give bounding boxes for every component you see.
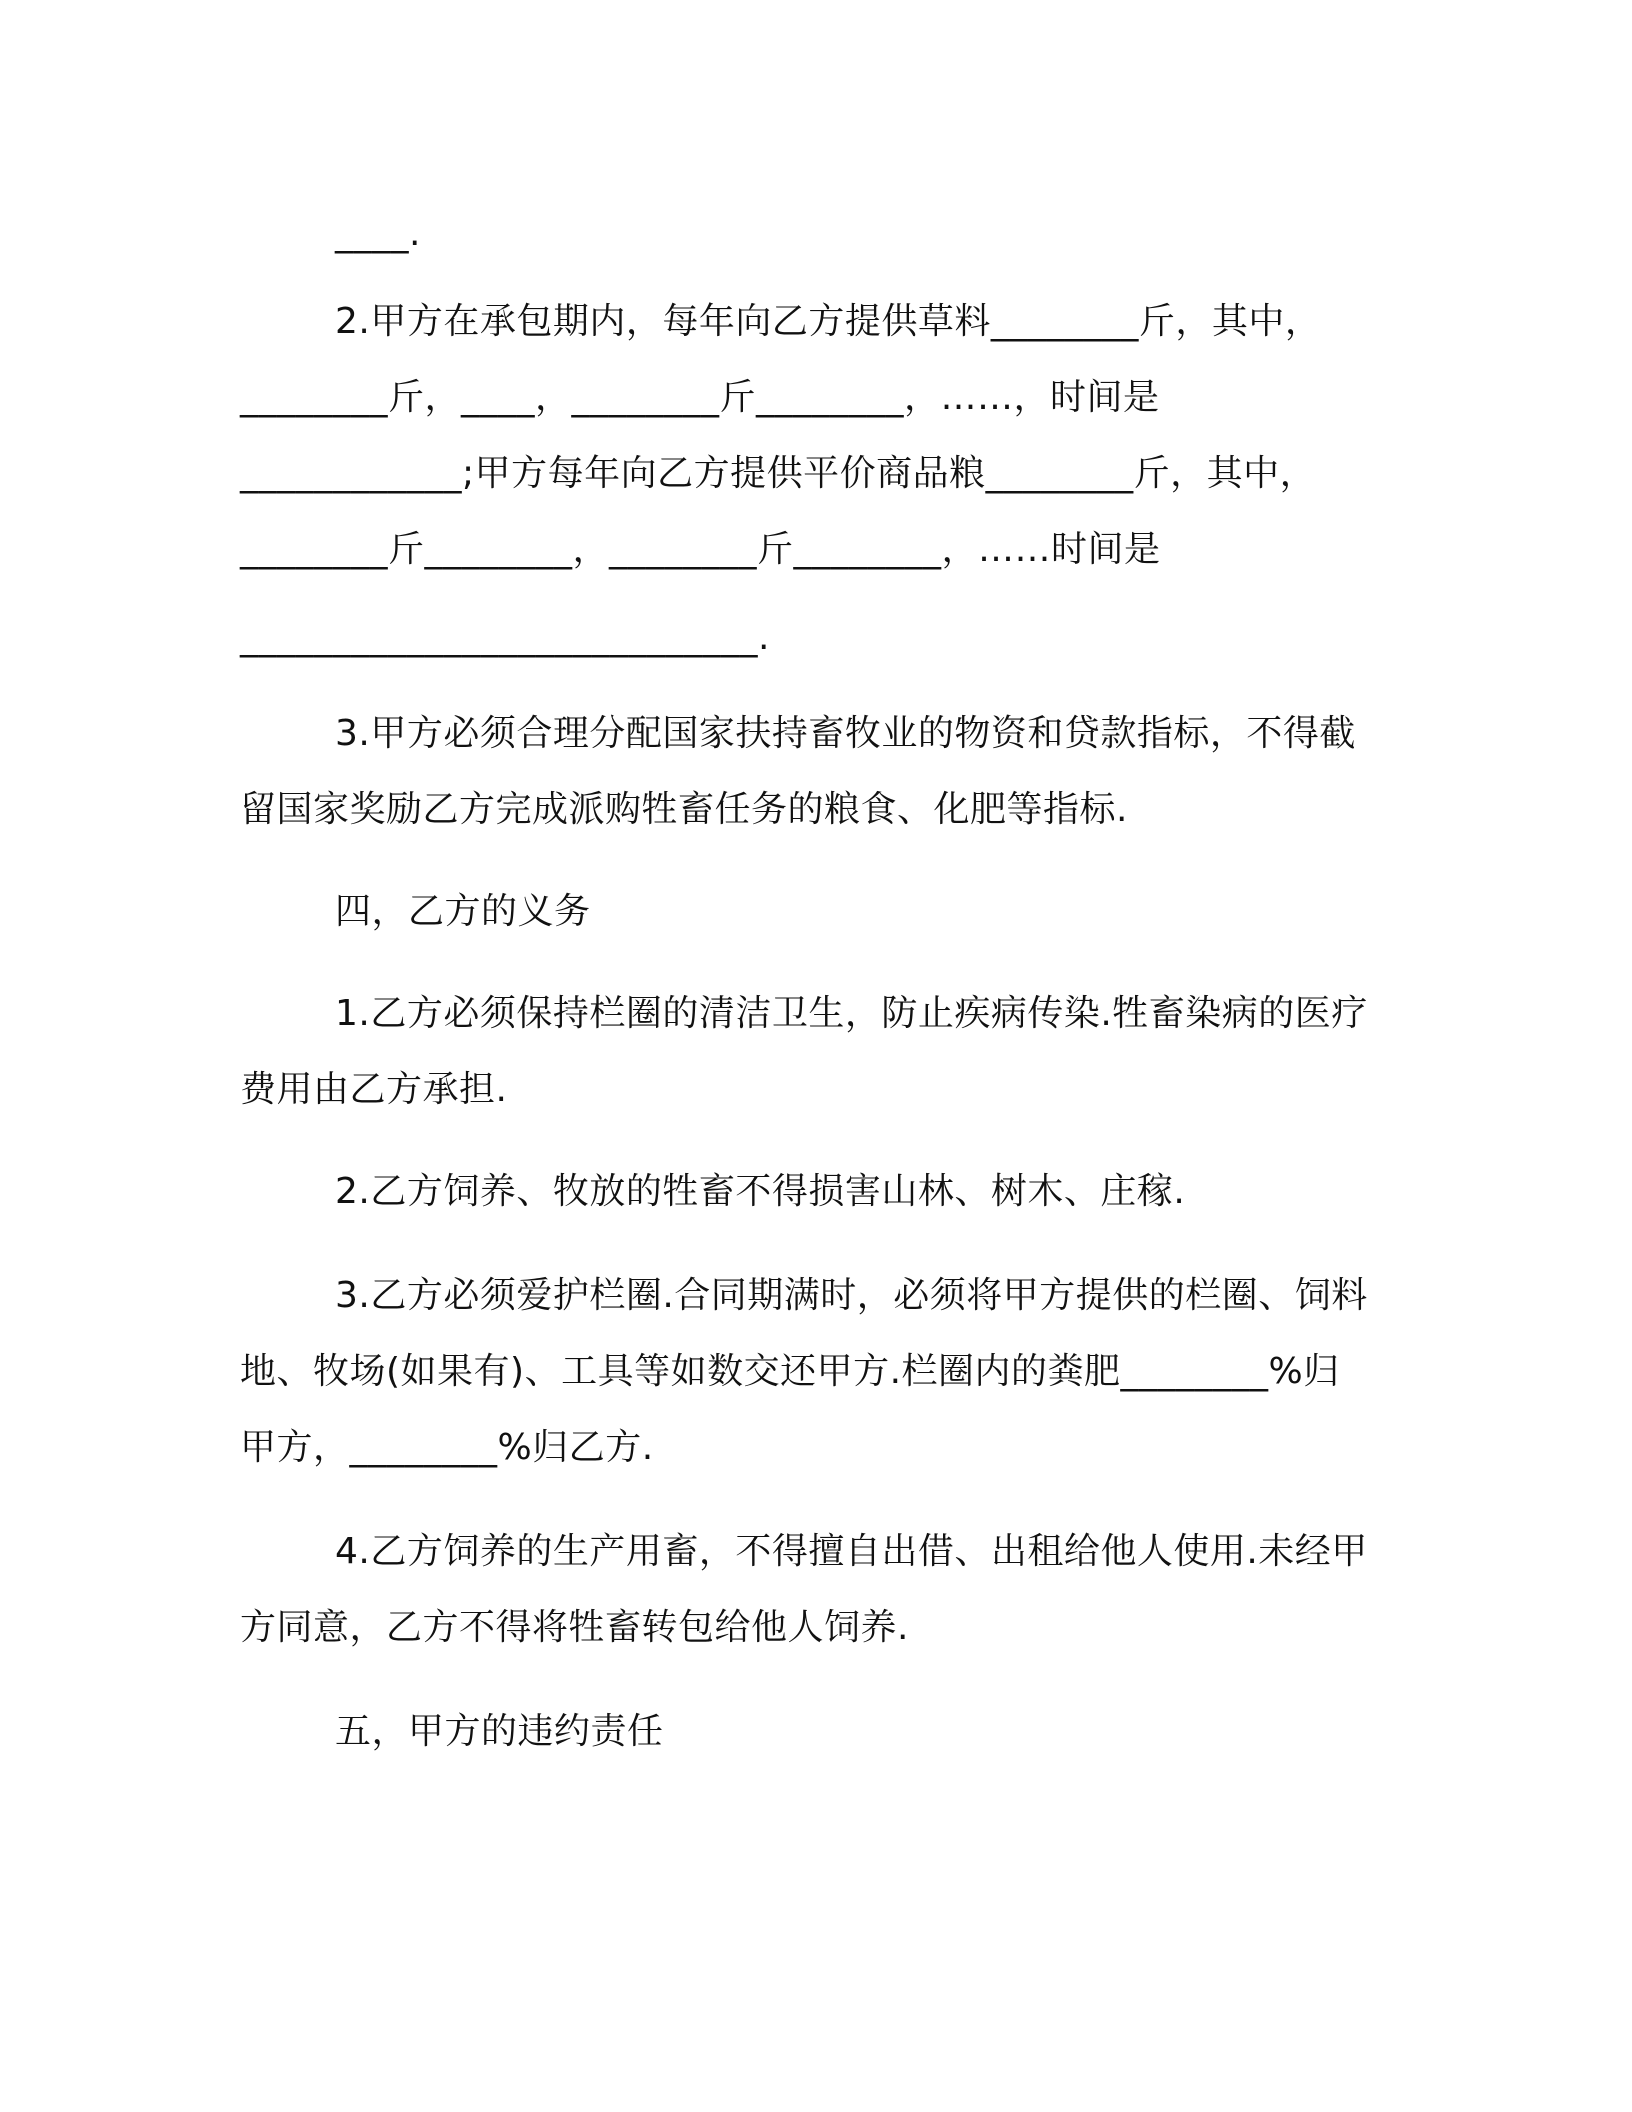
clause-2-line-3: ____________;甲方每年向乙方提供平价商品粮________斤，其中，: [240, 453, 1317, 494]
clause-3-line-1: 3.甲方必须合理分配国家扶持畜牧业的物资和贷款指标，不得截: [335, 713, 1356, 754]
duty-4-line-1: 4.乙方饲养的生产用畜，不得擅自出借、出租给他人使用.未经甲: [335, 1531, 1368, 1572]
blank-line-continuation: ____.: [335, 213, 421, 254]
duty-3-line-2: 地、牧场(如果有)、工具等如数交还甲方.栏圈内的粪肥________%归: [240, 1351, 1340, 1392]
clause-2-line-4: ________斤________，________斤________，……时间是: [240, 529, 1161, 570]
duty-4-line-2: 方同意，乙方不得将牲畜转包给他人饲养.: [240, 1607, 909, 1648]
clause-2-line-1: 2.甲方在承包期内，每年向乙方提供草料________斤，其中，: [335, 301, 1322, 342]
duty-3-line-3: 甲方，________%归乙方.: [240, 1427, 654, 1468]
section-4-heading: 四，乙方的义务: [335, 891, 591, 932]
clause-3-line-2: 留国家奖励乙方完成派购牲畜任务的粮食、化肥等指标.: [240, 789, 1128, 830]
duty-2-line-1: 2.乙方饲养、牧放的牲畜不得损害山林、树木、庄稼.: [335, 1171, 1186, 1212]
clause-2-line-2: ________斤，____，________斤________，……，时间是: [240, 377, 1160, 418]
section-5-heading: 五，甲方的违约责任: [335, 1711, 664, 1752]
clause-2-line-5: ____________________________.: [240, 617, 770, 658]
duty-1-line-1: 1.乙方必须保持栏圈的清洁卫生，防止疾病传染.牲畜染病的医疗: [335, 993, 1368, 1034]
duty-3-line-1: 3.乙方必须爱护栏圈.合同期满时，必须将甲方提供的栏圈、饲料: [335, 1275, 1368, 1316]
duty-1-line-2: 费用由乙方承担.: [240, 1069, 508, 1110]
